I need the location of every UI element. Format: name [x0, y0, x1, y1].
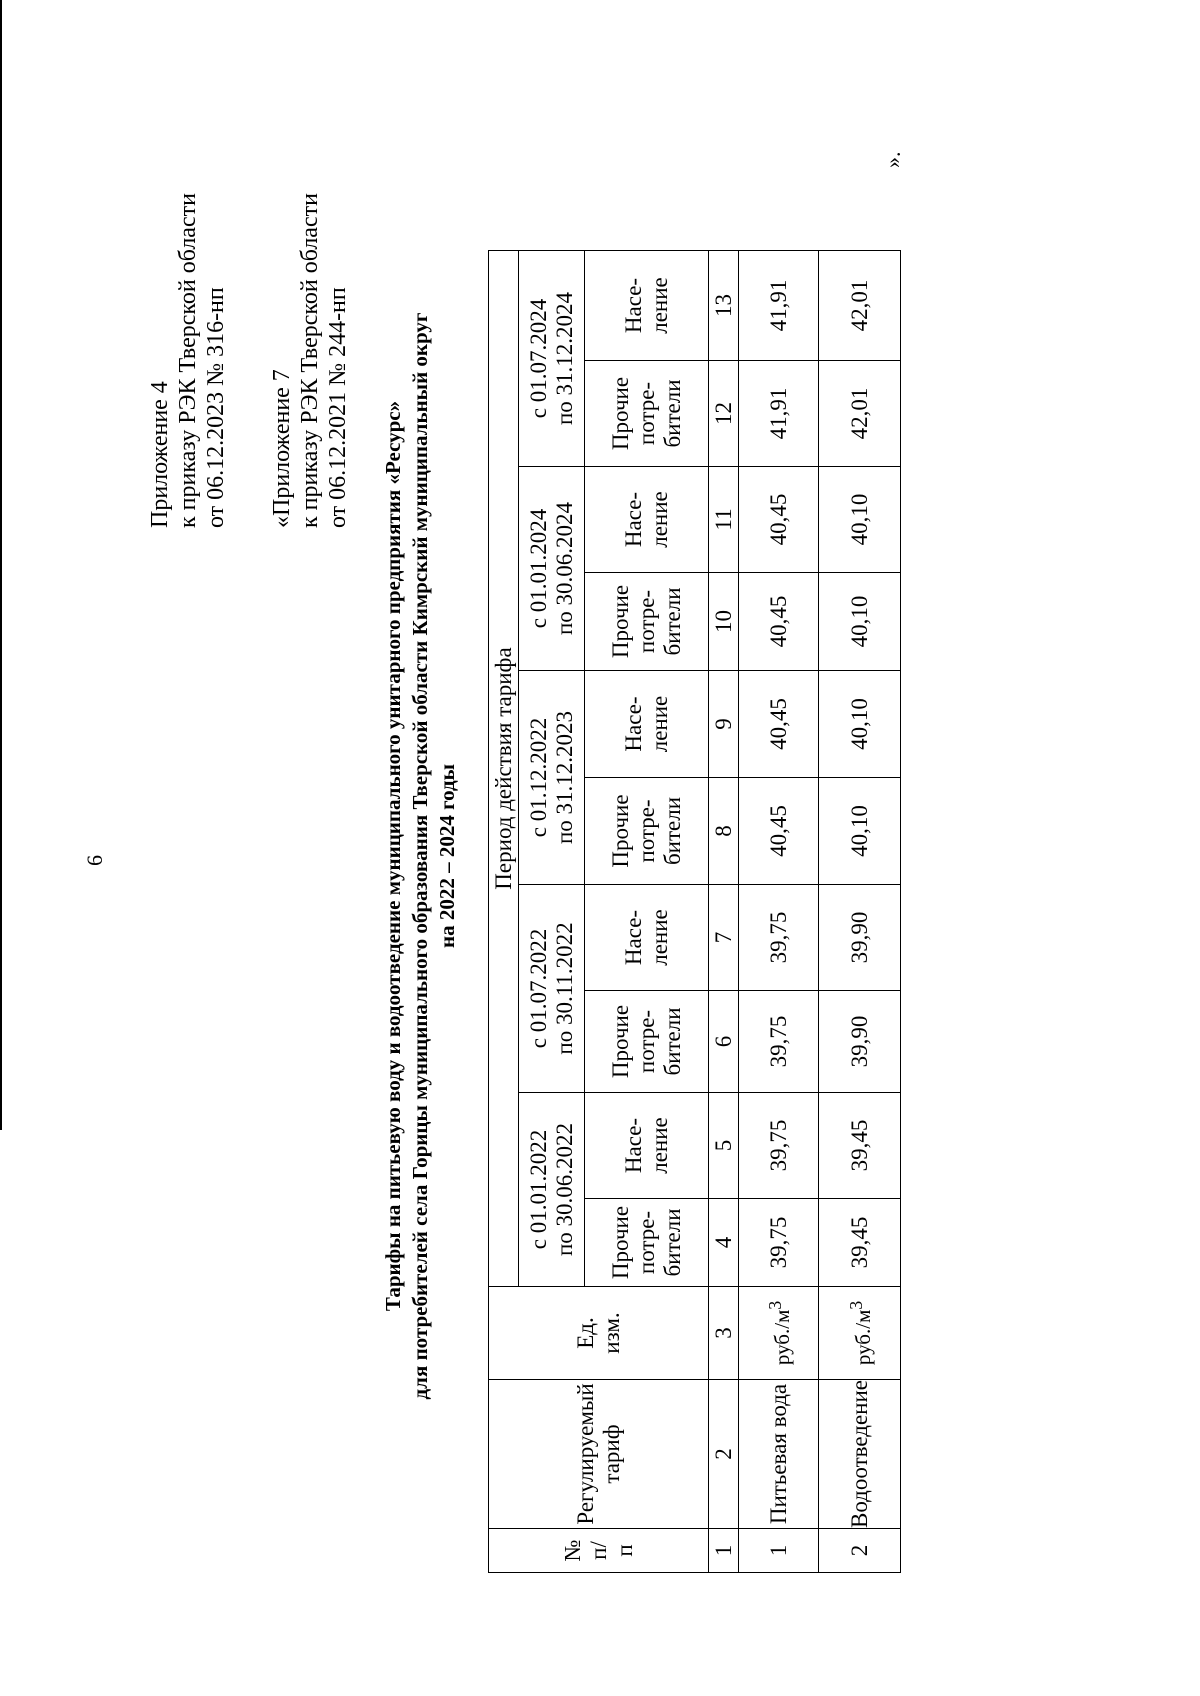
header-period-5: с 01.07.2024 по 31.12.2024 — [519, 251, 585, 467]
row-value: 39,75 — [739, 1093, 819, 1199]
row-value: 39,45 — [819, 1093, 901, 1199]
header-other-consumers: Прочие потре- бители — [585, 778, 709, 885]
row-value: 39,75 — [739, 885, 819, 991]
appendix-previous-line1: «Приложение 7 — [269, 369, 295, 528]
row-unit-superscript: 3 — [765, 1300, 785, 1310]
document-title — [380, 106, 461, 1606]
header-other-consumers: Прочие потре- бители — [585, 991, 709, 1093]
row-value: 40,45 — [739, 573, 819, 671]
header-unit: Ед. изм. — [489, 1287, 709, 1380]
header-population: Насе- ление — [585, 251, 709, 361]
column-number: 7 — [709, 885, 739, 991]
column-number: 8 — [709, 778, 739, 885]
header-other-consumers: Прочие потре- бители — [585, 1199, 709, 1287]
row-value: 40,45 — [739, 778, 819, 885]
title-line1: Тарифы на питьевую воду и водоотведение муниципального унитарного предприятия «Ресурс» — [381, 400, 405, 1312]
column-number: 2 — [709, 1380, 739, 1529]
title-line3: на 2022 – 2024 годы — [435, 763, 459, 949]
header-other-consumers: Прочие потре- бители — [585, 573, 709, 671]
appendix-current-line1: Приложение 4 — [147, 381, 173, 528]
row-unit-superscript: 3 — [846, 1300, 866, 1310]
row-value: 39,75 — [739, 1199, 819, 1287]
row-value: 42,01 — [819, 251, 901, 361]
appendix-current-line2: к приказу РЭК Тверской области — [175, 193, 201, 528]
header-tariff: Регулируемый тариф — [489, 1380, 709, 1529]
row-num: 1 — [739, 1529, 819, 1573]
row-value: 39,90 — [819, 991, 901, 1093]
row-value: 39,45 — [819, 1199, 901, 1287]
column-number: 11 — [709, 467, 739, 573]
header-other-consumers: Прочие потре- бители — [585, 361, 709, 467]
row-value: 40,10 — [819, 467, 901, 573]
appendix-previous-reference — [268, 193, 352, 528]
header-population: Насе- ление — [585, 1093, 709, 1199]
column-number: 4 — [709, 1199, 739, 1287]
column-number: 10 — [709, 573, 739, 671]
row-unit-text: руб./м — [770, 1309, 794, 1366]
row-tariff-name: Питьевая вода — [739, 1380, 819, 1529]
header-period-2: с 01.07.2022 по 30.11.2022 — [519, 885, 585, 1093]
row-value: 41,91 — [739, 251, 819, 361]
column-number: 9 — [709, 671, 739, 778]
row-value: 40,10 — [819, 778, 901, 885]
row-tariff-name: Водоотведение — [819, 1380, 901, 1529]
header-period-4: с 01.01.2024 по 30.06.2024 — [519, 467, 585, 671]
appendix-current-line3: от 06.12.2023 № 316-нп — [203, 287, 229, 528]
row-value: 39,90 — [819, 885, 901, 991]
row-value: 40,45 — [739, 671, 819, 778]
row-unit — [819, 1287, 901, 1380]
column-number: 6 — [709, 991, 739, 1093]
column-number: 3 — [709, 1287, 739, 1380]
row-unit-text: руб./м — [851, 1309, 875, 1366]
row-unit — [739, 1287, 819, 1380]
column-number: 5 — [709, 1093, 739, 1199]
table-row-water-disposal — [819, 251, 901, 1573]
closing-quote-mark: ». — [880, 151, 905, 168]
column-number: 1 — [709, 1529, 739, 1573]
header-period-3: с 01.12.2022 по 31.12.2023 — [519, 671, 585, 885]
title-line2: для потребителей села Горицы муниципального образования Тверской области Кимрский муниципальный округ — [408, 312, 432, 1400]
appendix-previous-line2: к приказу РЭК Тверской области — [297, 193, 323, 528]
header-population: Насе- ление — [585, 885, 709, 991]
row-num: 2 — [819, 1529, 901, 1573]
header-num: № п/ п — [489, 1529, 709, 1573]
header-period-1: с 01.01.2022 по 30.06.2022 — [519, 1093, 585, 1287]
table-row-drinking-water — [739, 251, 819, 1573]
row-value: 42,01 — [819, 361, 901, 467]
row-value: 40,10 — [819, 573, 901, 671]
appendix-current-reference — [146, 193, 230, 528]
header-population: Насе- ление — [585, 467, 709, 573]
row-value: 40,45 — [739, 467, 819, 573]
appendix-previous-line3: от 06.12.2021 № 244-нп — [325, 287, 351, 528]
page-number: 6 — [82, 855, 107, 866]
column-number: 12 — [709, 361, 739, 467]
header-period: Период действия тарифа — [489, 251, 519, 1287]
header-population: Насе- ление — [585, 671, 709, 778]
row-value: 39,75 — [739, 991, 819, 1093]
column-number: 13 — [709, 251, 739, 361]
row-value: 40,10 — [819, 671, 901, 778]
column-number-row — [709, 251, 739, 1573]
row-value: 41,91 — [739, 361, 819, 467]
tariffs-table — [488, 250, 901, 1573]
